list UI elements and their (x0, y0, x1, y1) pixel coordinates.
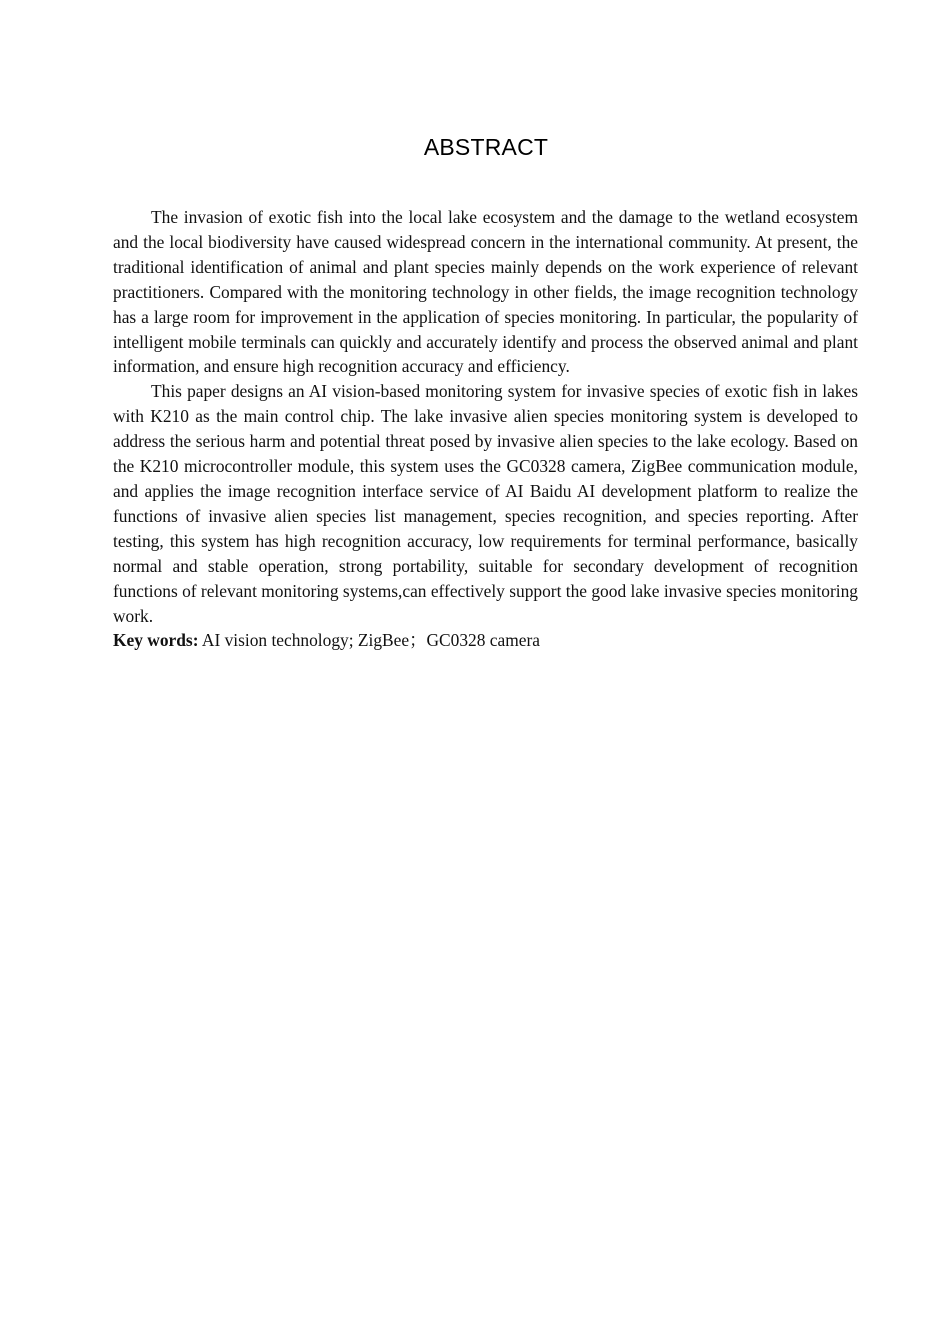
keywords-text: AI vision technology; ZigBee；GC0328 camera (198, 630, 540, 651)
abstract-paragraph-2: This paper designs an AI vision-based monitoring system for invasive species of exotic fish in lakes with K210 as the main control chip. The lake invasive alien species monitoring system is developed to address the serious harm and potential threat posed by invasive alien species to the lake ecology. Based on the K210 microcontroller module, this system uses the GC0328 camera, ZigBee communication module, and applies the image recognition interface service of AI Baidu AI development platform to realize the functions of invasive alien species list management, species recognition, and species reporting. After testing, this system has high recognition accuracy, low requirements for terminal performance, basically normal and stable operation, strong portability, suitable for secondary development of recognition functions of relevant monitoring systems,can effectively support the good lake invasive species monitoring work. (113, 381, 858, 626)
abstract-body (113, 205, 858, 653)
abstract-title: ABSTRACT (423, 134, 549, 160)
keywords-label: Key words: (113, 630, 199, 651)
keywords-line (113, 628, 858, 653)
abstract-paragraph-1: The invasion of exotic fish into the local lake ecosystem and the damage to the wetland ecosystem and the local biodiversity have caused widespread concern in the international community. At present, the traditional identification of animal and plant species mainly depends on the work experience of relevant practitioners. Compared with the monitoring technology in other fields, the image recognition technology has a large room for improvement in the application of species monitoring. In particular, the popularity of intelligent mobile terminals can quickly and accurately identify and process the observed animal and plant information, and ensure high recognition accuracy and efficiency. (113, 207, 858, 377)
